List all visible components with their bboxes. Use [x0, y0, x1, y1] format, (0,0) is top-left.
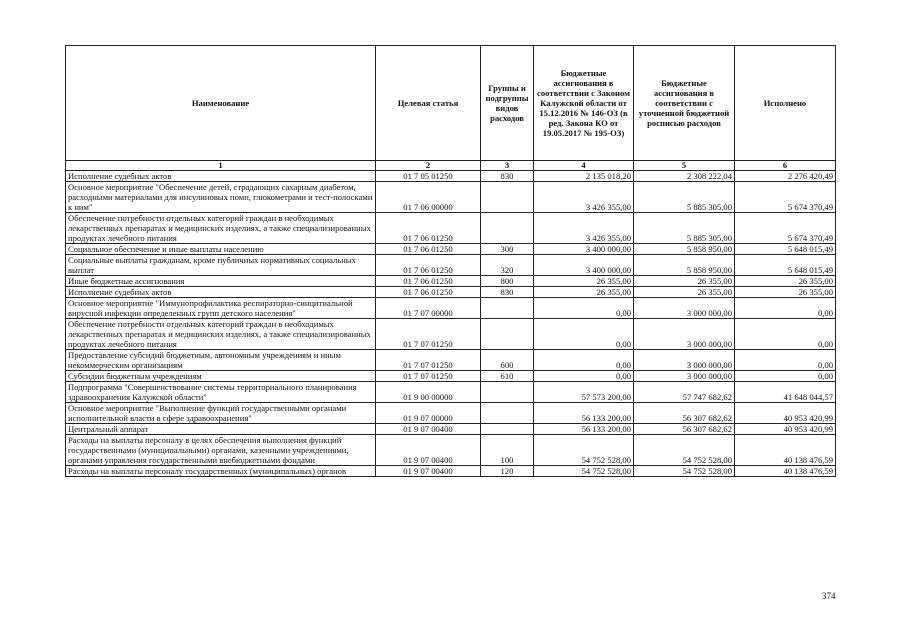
column-number: 5 [634, 161, 735, 171]
row-law-allocation: 56 133 200,00 [534, 424, 634, 435]
table-row [66, 319, 836, 350]
column-number: 2 [376, 161, 481, 171]
row-executed: 26 355,00 [735, 287, 836, 298]
row-target-article: 01 7 06 01250 [376, 255, 481, 276]
row-target-article: 01 7 07 01250 [376, 319, 481, 350]
column-number-row [66, 161, 836, 171]
row-executed: 40 138 476,59 [735, 466, 836, 477]
row-name: Основное мероприятие "Иммунопрофилактика респираторно-синцитиальной вирусной инфекции определенных групп детского населения" [66, 298, 376, 319]
row-law-allocation: 57 573 200,00 [534, 382, 634, 403]
row-law-allocation: 54 752 528,00 [534, 466, 634, 477]
row-refined-allocation: 56 307 682,62 [634, 403, 735, 424]
budget-execution-table [65, 45, 836, 477]
row-expense-group: 830 [481, 287, 534, 298]
row-name: Субсидии бюджетным учреждениям [66, 371, 376, 382]
row-expense-group [481, 298, 534, 319]
row-name: Подпрограмма "Совершенствование системы территориального планирования здравоохранения Калужской области" [66, 382, 376, 403]
row-expense-group: 800 [481, 276, 534, 287]
header-row [66, 46, 836, 161]
row-target-article: 01 7 06 00000 [376, 182, 481, 213]
row-law-allocation: 26 355,00 [534, 276, 634, 287]
row-expense-group: 610 [481, 371, 534, 382]
row-law-allocation: 3 400 000,00 [534, 255, 634, 276]
row-law-allocation: 3 426 355,00 [534, 182, 634, 213]
row-name: Расходы на выплаты персоналу в целях обеспечения выполнения функций государственными (муниципальными) органами, казенными учреждениями, органами управления государственными внебюджетными фондами [66, 435, 376, 466]
row-name: Центральный аппарат [66, 424, 376, 435]
row-law-allocation: 0,00 [534, 350, 634, 371]
row-law-allocation: 0,00 [534, 298, 634, 319]
row-refined-allocation: 26 355,00 [634, 287, 735, 298]
row-refined-allocation: 3 000 000,00 [634, 350, 735, 371]
table-row [66, 403, 836, 424]
row-refined-allocation: 2 308 222,04 [634, 171, 735, 182]
row-refined-allocation: 54 752 528,00 [634, 466, 735, 477]
column-number: 3 [481, 161, 534, 171]
row-refined-allocation: 5 885 305,00 [634, 182, 735, 213]
row-expense-group: 300 [481, 244, 534, 255]
row-target-article: 01 9 07 00400 [376, 424, 481, 435]
column-number: 4 [534, 161, 634, 171]
row-executed: 0,00 [735, 298, 836, 319]
row-target-article: 01 7 06 01250 [376, 276, 481, 287]
header-target-article: Целевая статья [376, 46, 481, 161]
row-law-allocation: 54 752 528,00 [534, 435, 634, 466]
row-target-article: 01 9 07 00000 [376, 403, 481, 424]
row-expense-group [481, 213, 534, 244]
table-row [66, 466, 836, 477]
row-target-article: 01 7 07 01250 [376, 350, 481, 371]
header-name: Наименование [66, 46, 376, 161]
row-law-allocation: 26 355,00 [534, 287, 634, 298]
budget-table-sheet [65, 45, 835, 477]
row-name: Исполнение судебных актов [66, 171, 376, 182]
row-executed: 5 674 370,49 [735, 182, 836, 213]
table-row [66, 276, 836, 287]
row-name: Обеспечение потребности отдельных категорий граждан в необходимых лекарственных препаратах и медицинских изделиях, а также специализированных продуктах лечебного питания [66, 213, 376, 244]
row-target-article: 01 7 06 01250 [376, 287, 481, 298]
row-expense-group [481, 382, 534, 403]
row-expense-group [481, 182, 534, 213]
table-row [66, 255, 836, 276]
row-target-article: 01 7 07 00000 [376, 298, 481, 319]
row-expense-group: 100 [481, 435, 534, 466]
header-expense-group: Группы и подгруппы видов расходов [481, 46, 534, 161]
row-expense-group: 120 [481, 466, 534, 477]
header-refined-allocations: Бюджетные ассигнования в соответствии с уточненной бюджетной росписью расходов [634, 46, 735, 161]
row-target-article: 01 9 00 00000 [376, 382, 481, 403]
row-executed: 2 276 420,49 [735, 171, 836, 182]
row-executed: 41 648 044,57 [735, 382, 836, 403]
row-target-article: 01 7 06 01250 [376, 244, 481, 255]
row-name: Предоставление субсидий бюджетным, автономным учреждениям и иным некоммерческим организациям [66, 350, 376, 371]
row-refined-allocation: 5 858 950,00 [634, 255, 735, 276]
row-target-article: 01 7 07 01250 [376, 371, 481, 382]
row-refined-allocation: 3 000 000,00 [634, 298, 735, 319]
row-refined-allocation: 5 885 305,00 [634, 213, 735, 244]
row-executed: 26 355,00 [735, 276, 836, 287]
row-target-article: 01 9 07 00400 [376, 435, 481, 466]
row-executed: 5 674 370,49 [735, 213, 836, 244]
table-row [66, 382, 836, 403]
row-executed: 0,00 [735, 371, 836, 382]
row-name: Иные бюджетные ассигнования [66, 276, 376, 287]
row-expense-group [481, 403, 534, 424]
row-executed: 40 953 420,99 [735, 424, 836, 435]
row-executed: 40 953 420,99 [735, 403, 836, 424]
row-law-allocation: 3 400 000,00 [534, 244, 634, 255]
row-target-article: 01 7 05 01250 [376, 171, 481, 182]
row-refined-allocation: 56 307 682,62 [634, 424, 735, 435]
row-target-article: 01 9 07 00400 [376, 466, 481, 477]
table-row [66, 244, 836, 255]
row-name: Основное мероприятие "Выполнение функций государственными органами исполнительной власти в сфере здравоохранения" [66, 403, 376, 424]
row-law-allocation: 0,00 [534, 371, 634, 382]
row-expense-group [481, 319, 534, 350]
row-refined-allocation: 54 752 528,00 [634, 435, 735, 466]
row-executed: 0,00 [735, 350, 836, 371]
row-name: Социальное обеспечение и иные выплаты населению [66, 244, 376, 255]
row-name: Обеспечение потребности отдельных категорий граждан в необходимых лекарственных препаратах и медицинских изделиях, а также специализированных продуктах лечебного питания [66, 319, 376, 350]
row-refined-allocation: 3 000 000,00 [634, 319, 735, 350]
row-refined-allocation: 5 858 950,00 [634, 244, 735, 255]
row-name: Исполнение судебных актов [66, 287, 376, 298]
row-executed: 40 138 476,59 [735, 435, 836, 466]
row-expense-group: 600 [481, 350, 534, 371]
row-executed: 5 648 015,49 [735, 244, 836, 255]
header-executed: Исполнено [735, 46, 836, 161]
row-law-allocation: 0,00 [534, 319, 634, 350]
table-row [66, 298, 836, 319]
table-body [66, 171, 836, 477]
row-refined-allocation: 57 747 682,62 [634, 382, 735, 403]
column-number: 1 [66, 161, 376, 171]
table-row [66, 350, 836, 371]
row-executed: 0,00 [735, 319, 836, 350]
table-row [66, 182, 836, 213]
row-refined-allocation: 26 355,00 [634, 276, 735, 287]
table-row [66, 435, 836, 466]
row-name: Социальные выплаты гражданам, кроме публичных нормативных социальных выплат [66, 255, 376, 276]
table-row [66, 287, 836, 298]
header-law-allocations: Бюджетные ассигнования в соответствии с Законом Калужской области от 15.12.2016 № 146-ОЗ (в ред. Закона КО от 19.05.2017 № 195-ОЗ) [534, 46, 634, 161]
table-row [66, 171, 836, 182]
table-row [66, 371, 836, 382]
row-law-allocation: 2 135 018,20 [534, 171, 634, 182]
row-refined-allocation: 3 000 000,00 [634, 371, 735, 382]
page-number: 374 [822, 591, 836, 601]
table-row [66, 424, 836, 435]
row-expense-group: 320 [481, 255, 534, 276]
row-name: Расходы на выплаты персоналу государственных (муниципальных) органов [66, 466, 376, 477]
row-target-article: 01 7 06 01250 [376, 213, 481, 244]
row-law-allocation: 3 426 355,00 [534, 213, 634, 244]
row-name: Основное мероприятие "Обеспечение детей, страдающих сахарным диабетом, расходными материалами для инсулиновых помп, глюкометрами и тест-полосками к ним" [66, 182, 376, 213]
table-row [66, 213, 836, 244]
row-expense-group: 830 [481, 171, 534, 182]
column-number: 6 [735, 161, 836, 171]
row-law-allocation: 56 133 200,00 [534, 403, 634, 424]
row-executed: 5 648 015,49 [735, 255, 836, 276]
row-expense-group [481, 424, 534, 435]
